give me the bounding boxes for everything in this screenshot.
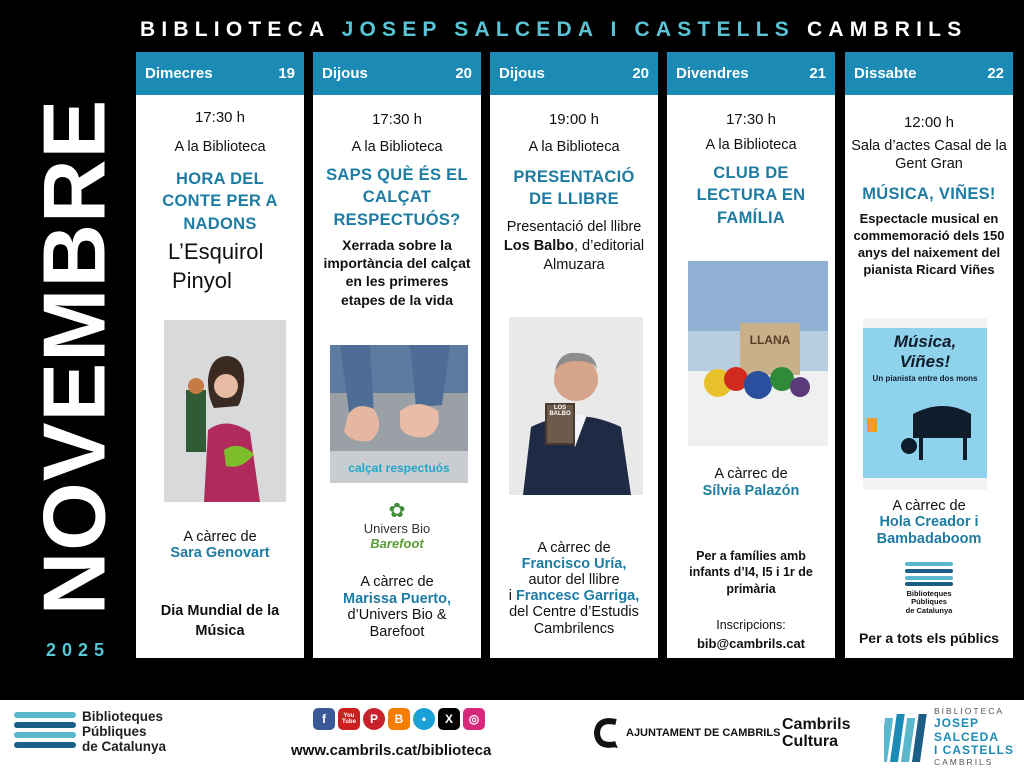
event-card-5 bbox=[845, 52, 1013, 658]
youtube-icon[interactable]: You Tube bbox=[338, 708, 360, 730]
title-part-2: JOSEP SALCEDA I CASTELLS bbox=[341, 18, 795, 41]
poster-title: Música, Viñes! bbox=[893, 332, 957, 371]
day-number: 21 bbox=[809, 65, 826, 82]
credit-name: Hola Creador i Bambadaboom bbox=[876, 514, 982, 547]
card-header bbox=[313, 52, 481, 98]
event-card-4 bbox=[667, 52, 835, 658]
credit-name: Sara Genovart bbox=[170, 545, 270, 561]
credit-name: Marissa Puerto, bbox=[343, 591, 451, 607]
event-place: Sala d’actes Casal de la Gent Gran bbox=[851, 138, 1007, 173]
inscription-label: Inscripcions: bbox=[716, 618, 786, 632]
card-header bbox=[667, 52, 835, 98]
event-title: HORA DEL CONTE PER A NADONS bbox=[162, 170, 278, 233]
event-description: Xerrada sobre la importància del calçat en les primeres etapes de la vida bbox=[323, 237, 471, 308]
feet-photo bbox=[330, 345, 468, 483]
page-title bbox=[140, 18, 1020, 42]
flower-icon: ✿ bbox=[388, 500, 406, 522]
day-name: Divendres bbox=[676, 65, 749, 82]
event-card-3 bbox=[490, 52, 658, 658]
credit-second: i Francesc Garriga, bbox=[508, 588, 640, 604]
event-title: MÚSICA, VIÑES! bbox=[862, 185, 996, 203]
credit-extra-1: autor del llibre bbox=[528, 572, 620, 588]
audience-note: Per a famílies amb infants d’I4, I5 i 1r de primària bbox=[689, 549, 813, 596]
credit-name: Sílvia Palazón bbox=[702, 483, 800, 499]
bp-catalunya-logo: Biblioteques Públiques de Catalunya bbox=[14, 710, 166, 755]
library-books-icon bbox=[884, 712, 928, 762]
website-link[interactable]: www.cambrils.cat/biblioteca bbox=[291, 742, 492, 759]
credit-label: A càrrec de bbox=[360, 574, 434, 590]
day-number: 20 bbox=[455, 65, 472, 82]
storyteller-photo bbox=[164, 320, 286, 502]
event-subtitle: L’Esquirol Pinyol bbox=[168, 239, 264, 293]
credit-name: Francisco Uría, bbox=[521, 556, 627, 572]
instagram-icon[interactable]: ◎ bbox=[463, 708, 485, 730]
issuu-icon[interactable]: • bbox=[413, 708, 435, 730]
event-time: 17:30 h bbox=[371, 111, 423, 128]
day-number: 19 bbox=[278, 65, 295, 82]
event-place: A la Biblioteca bbox=[351, 139, 443, 155]
credit-extra: d’Univers Bio & Barefoot bbox=[347, 607, 447, 640]
pinterest-icon[interactable]: P bbox=[363, 708, 385, 730]
day-number: 20 bbox=[632, 65, 649, 82]
event-time: 17:30 h bbox=[194, 109, 246, 126]
photo-caption: calçat respectuós bbox=[348, 461, 450, 475]
event-title: SAPS QUÈ ÉS EL CALÇAT RESPECTUÓS? bbox=[326, 166, 468, 229]
event-card-1 bbox=[136, 52, 304, 658]
day-name: Dimecres bbox=[145, 65, 213, 82]
credit-label: A càrrec de bbox=[892, 498, 966, 514]
day-name: Dijous bbox=[322, 65, 368, 82]
event-card-2 bbox=[313, 52, 481, 658]
author-photo bbox=[509, 317, 643, 495]
credit-label: A càrrec de bbox=[714, 466, 788, 482]
card-header bbox=[490, 52, 658, 98]
day-name: Dijous bbox=[499, 65, 545, 82]
ajuntament-logo: AJUNTAMENT DE CAMBRILS bbox=[594, 718, 780, 748]
footer bbox=[0, 700, 1024, 768]
event-place: A la Biblioteca bbox=[705, 137, 797, 153]
poster-subtitle: Un pianista entre dos mons bbox=[872, 374, 978, 383]
day-name: Dissabte bbox=[854, 65, 917, 82]
photo-sign: LLANA bbox=[749, 333, 791, 347]
title-part-1: BIBLIOTECA bbox=[140, 18, 342, 41]
card-header bbox=[845, 52, 1013, 98]
month-label: NOVEMBRE bbox=[24, 98, 123, 616]
credit-extra-2: del Centre d’Estudis Cambrilencs bbox=[509, 604, 639, 637]
title-part-3: CAMBRILS bbox=[794, 18, 968, 41]
event-description: Presentació del llibre Los Balbo, d’editorial Almuzara bbox=[503, 219, 645, 273]
yarn-photo bbox=[688, 261, 828, 446]
credit-label: A càrrec de bbox=[183, 529, 257, 545]
event-description: Espectacle musical en commemoració dels 150 anys del naixement del pianista Ricard Viñes bbox=[853, 211, 1005, 278]
social-icons bbox=[313, 708, 485, 730]
library-logo: BIBLIOTECA JOSEP SALCEDA I CASTELLS CAMBRILS bbox=[884, 707, 1014, 768]
event-time: 12:00 h bbox=[903, 114, 955, 131]
year-label: 2025 bbox=[46, 640, 111, 660]
event-note: Dia Mundial de la Música bbox=[160, 603, 280, 639]
inscription-email[interactable]: bib@cambrils.cat bbox=[696, 636, 806, 651]
event-place: A la Biblioteca bbox=[528, 139, 620, 155]
day-number: 22 bbox=[987, 65, 1004, 82]
credit-label: A càrrec de bbox=[537, 540, 611, 556]
cambrils-cultura-logo: Cambrils Cultura bbox=[782, 716, 851, 750]
facebook-icon[interactable]: f bbox=[313, 708, 335, 730]
bpc-lines-icon bbox=[905, 562, 953, 586]
card-header bbox=[136, 52, 304, 98]
event-place: A la Biblioteca bbox=[174, 139, 266, 155]
blogger-icon[interactable]: B bbox=[388, 708, 410, 730]
book-cover-title: LOS BALBO bbox=[549, 405, 571, 417]
event-time: 17:30 h bbox=[725, 111, 777, 128]
bp-lines-icon bbox=[14, 710, 76, 754]
univers-bio-logo: ✿ Univers Bio Barefoot bbox=[313, 501, 481, 551]
bpc-logo: Biblioteques Públiques de Catalunya bbox=[845, 562, 1013, 615]
event-title: PRESENTACIÓ DE LLIBRE bbox=[513, 168, 635, 209]
x-icon[interactable]: X bbox=[438, 708, 460, 730]
cambrils-c-icon bbox=[594, 718, 620, 748]
event-time: 19:00 h bbox=[548, 111, 600, 128]
audience-note: Per a tots els públics bbox=[858, 630, 1000, 646]
concert-poster bbox=[863, 318, 987, 490]
event-title: CLUB DE LECTURA EN FAMÍLIA bbox=[696, 164, 806, 227]
